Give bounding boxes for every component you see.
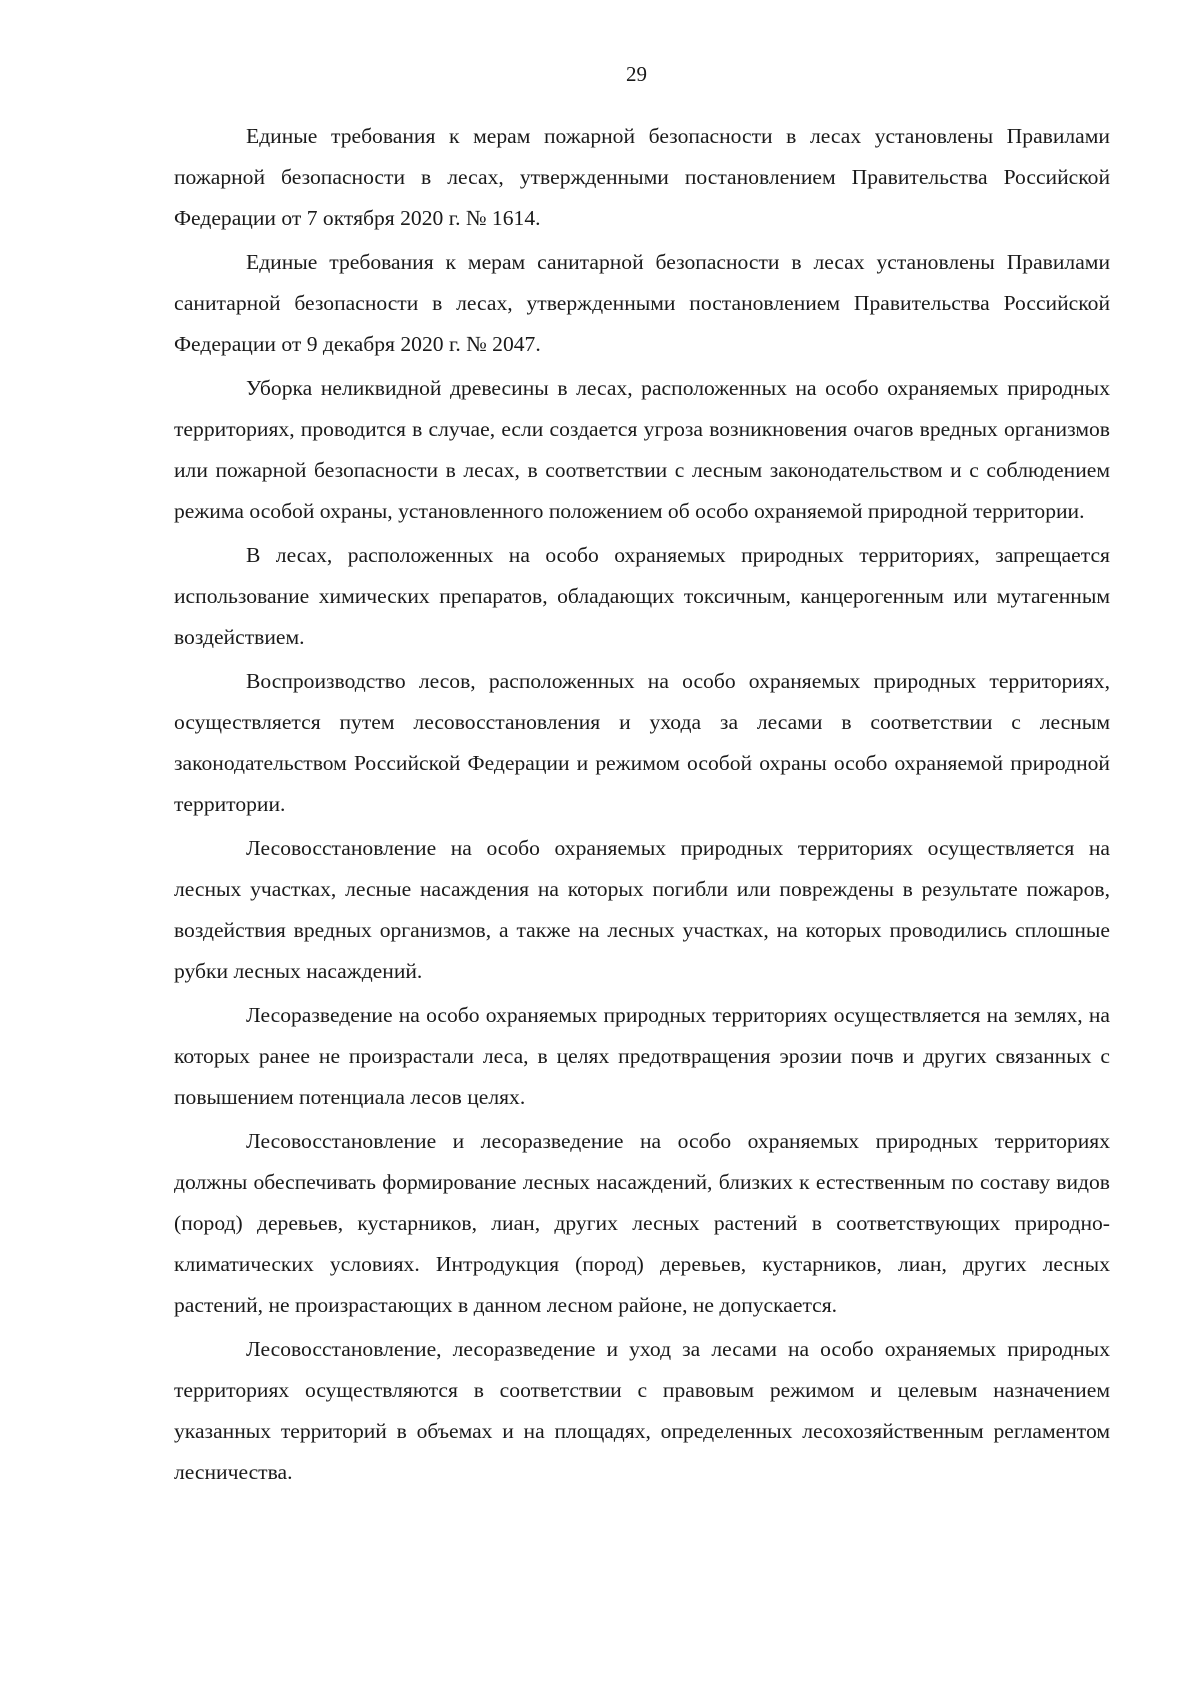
paragraph-natural-composition: Лесовосстановление и лесоразведение на особо охраняемых природных территориях должны обеспечивать формирование лесных насаждений, близких к естественным по составу видов (пород) деревьев, кустарников, лиан, других лесных растений в соответствующих природно-климатических условиях. Интродукция (пород) деревьев, кустарников, лиан, других лесных растений, не произрастающих в данном лесном районе, не допускается. bbox=[174, 1129, 1110, 1317]
paragraph-chemical-ban: В лесах, расположенных на особо охраняемых природных территориях, запрещается использование химических препаратов, обладающих токсичным, канцерогенным или мутагенным воздействием. bbox=[174, 543, 1110, 649]
paragraph-deadwood-removal: Уборка неликвидной древесины в лесах, расположенных на особо охраняемых природных территориях, проводится в случае, если создается угроза возникновения очагов вредных организмов или пожарной безопасности в лесах, в соответствии с лесным законодательством и с соблюдением режима особой охраны, установленного положением об особо охраняемой природной территории. bbox=[174, 376, 1110, 523]
paragraph-fire-safety: Единые требования к мерам пожарной безопасности в лесах установлены Правилами пожарной безопасности в лесах, утвержденными постановлением Правительства Российской Федерации от 7 октября 2020 г. № 1614. bbox=[174, 124, 1110, 230]
paragraph-afforestation: Лесоразведение на особо охраняемых природных территориях осуществляется на землях, на которых ранее не произрастали леса, в целях предотвращения эрозии почв и других связанных с повышением потенциала лесов целях. bbox=[174, 1003, 1110, 1109]
paragraph-legal-regime: Лесовосстановление, лесоразведение и уход за лесами на особо охраняемых природных территориях осуществляются в соответствии с правовым режимом и целевым назначением указанных территорий в объемах и на площадях, определенных лесохозяйственным регламентом лесничества. bbox=[174, 1337, 1110, 1484]
paragraph-sanitary-safety: Единые требования к мерам санитарной безопасности в лесах установлены Правилами санитарной безопасности в лесах, утвержденными постановлением Правительства Российской Федерации от 9 декабря 2020 г. № 2047. bbox=[174, 250, 1110, 356]
paragraph-reforestation: Лесовосстановление на особо охраняемых природных территориях осуществляется на лесных участках, лесные насаждения на которых погибли или повреждены в результате пожаров, воздействия вредных организмов, а также на лесных участках, на которых проводились сплошные рубки лесных насаждений. bbox=[174, 836, 1110, 983]
document-body bbox=[174, 116, 1110, 1496]
page-number: 29 bbox=[626, 62, 647, 86]
paragraph-forest-reproduction: Воспроизводство лесов, расположенных на особо охраняемых природных территориях, осуществляется путем лесовосстановления и ухода за лесами в соответствии с лесным законодательством Российской Федерации и режимом особой охраны особо охраняемой природной территории. bbox=[174, 669, 1110, 816]
